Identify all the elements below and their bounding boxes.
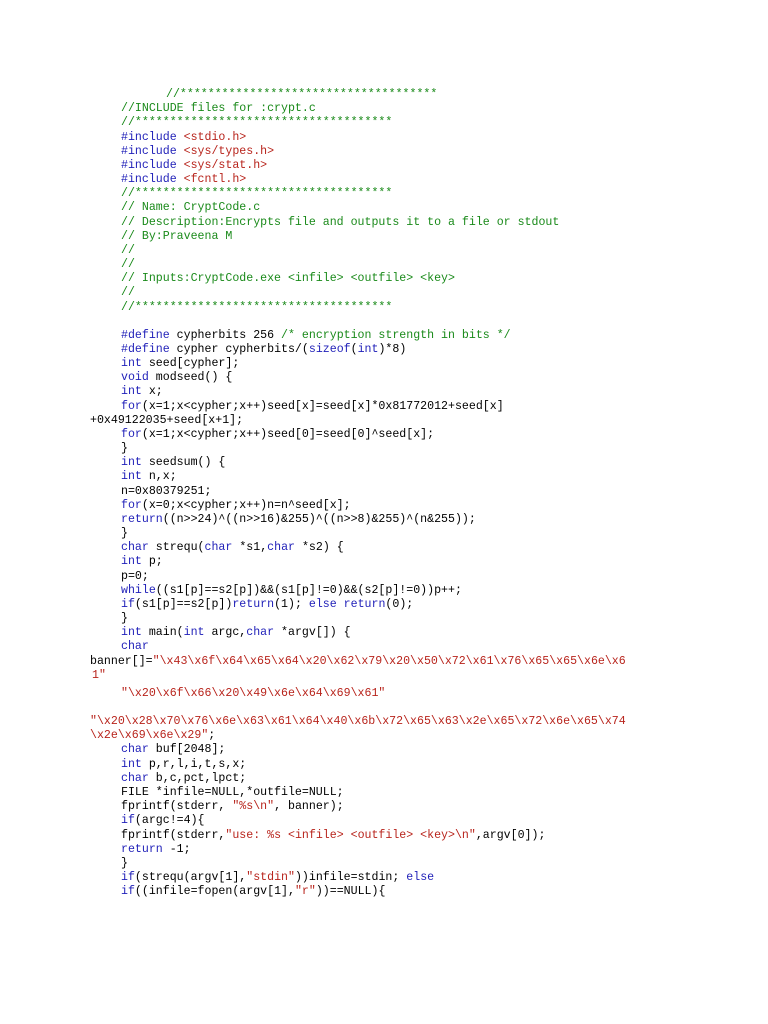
code-line [121,814,205,828]
code-token: (0); [385,597,414,611]
code-token: char [121,743,149,757]
code-token: n=0x80379251; [121,484,212,498]
code-token: int [121,555,142,569]
code-line [121,301,392,315]
code-line [121,272,455,286]
code-line [121,499,351,513]
code-token: // Inputs:CryptCode.exe <infile> <outfile> <key> [121,272,455,286]
code-line [121,527,128,541]
code-token: fprintf(stderr, [121,800,233,814]
code-line [121,786,344,800]
code-line [121,485,211,499]
code-token: ,argv[0]); [475,828,546,842]
code-token: "\x20\x6f\x66\x20\x49\x6e\x64\x69\x61" [121,686,386,700]
code-token: //INCLUDE files for :crypt.c [121,102,316,116]
code-line [121,343,406,357]
code-token: //************************************* [121,187,393,201]
code-line [90,655,626,669]
code-token: fprintf(stderr, [121,828,226,842]
code-token: /* encryption strength in bits */ [281,328,511,342]
code-token: //************************************* [121,300,393,314]
code-line [121,456,225,470]
code-line [121,829,545,843]
code-token: +0x49122035+seed[x+1]; [90,413,244,427]
code-token: p=0; [121,569,149,583]
code-token: (x=1;x<cypher;x++)seed[0]=seed[0]^seed[x]; [141,427,435,441]
code-line [121,626,351,640]
code-line [121,800,344,814]
code-token: "\x43\x6f\x64\x65\x64\x20\x62\x79\x20\x50\x72\x61\x76\x65\x65\x6e\x6 [152,654,626,668]
code-token: for [121,399,142,413]
code-token: ((n>>24)^((n>>16)&255)^((n>>8)&255)^(n&255)); [162,512,476,526]
code-token: } [121,442,128,456]
code-token: sizeof [308,342,351,356]
code-line [121,230,232,244]
code-token: cypherbits 256 [169,328,282,342]
code-token: int [121,757,142,771]
code-token: // [121,243,135,257]
code-token: char [246,626,275,640]
code-token: #include [121,158,184,172]
code-token: int [121,385,142,399]
code-token: p; [141,555,163,569]
code-line [90,729,215,743]
code-line [121,598,413,612]
code-token: if [121,885,135,899]
code-line [121,286,135,300]
code-token: } [121,856,128,870]
code-line [90,414,243,428]
code-token: seed[cypher]; [141,357,240,371]
code-token: int [183,626,205,640]
code-token: (s1[p]==s2[p]) [134,597,233,611]
code-line [121,131,246,145]
code-token: void [121,371,149,385]
code-token: return [232,597,275,611]
code-token: (strequ(argv[1], [134,871,247,884]
code-token: modseed() { [148,371,233,385]
code-token: n,x; [141,470,177,484]
code-line [121,470,177,484]
code-token: strequ( [148,541,205,555]
code-token: } [121,612,128,626]
code-token: if [121,814,135,828]
code-token: else return [308,597,386,611]
code-token: char [121,771,149,785]
code-line [121,116,392,130]
code-line [92,669,106,683]
code-token: )*8) [378,342,407,356]
code-token: // By:Praveena M [121,229,233,243]
code-token: (x=1;x<cypher;x++)seed[x]=seed[x]*0x81772012+seed[x] [141,399,504,413]
code-token: <sys/stat.h> [183,158,268,172]
code-token: "r" [294,885,316,899]
code-token: <fcntl.h> [183,173,247,187]
code-token: #include [121,130,184,144]
code-token: int [121,357,142,371]
code-token: *s2) { [295,541,344,555]
code-token: (argc!=4){ [134,814,205,828]
code-token: int [121,470,142,484]
code-token: , banner); [274,800,344,814]
code-token: return [121,842,163,856]
code-line [121,885,385,899]
code-token: // Name: CryptCode.c [121,201,261,215]
code-line [121,687,385,701]
code-line [121,371,232,385]
code-token: 1" [92,668,106,682]
code-line [121,772,246,786]
code-token: //************************************* [166,88,438,101]
code-token: "\x20\x28\x70\x76\x6e\x63\x61\x64\x40\x6b\x72\x65\x63\x2e\x65\x72\x6e\x65\x74 [90,715,626,729]
code-token: int [357,342,379,356]
code-token: (x=0;x<cypher;x++)n=n^seed[x]; [141,498,351,512]
code-token: return [121,512,163,526]
code-token: #define [121,328,170,342]
code-token: buf[2048]; [148,743,226,757]
code-token: -1; [162,842,191,856]
code-token: #include [121,173,184,187]
code-line [121,385,163,399]
code-token: // [121,258,135,272]
code-line [121,216,559,230]
code-line [121,612,128,626]
code-token: // [121,286,135,300]
code-line [121,357,239,371]
code-token: for [121,427,142,441]
code-line [121,758,246,772]
code-token: if [121,597,135,611]
code-line [121,329,511,343]
code-token: char [121,541,149,555]
code-token: <sys/types.h> [183,144,275,158]
code-token: #define [121,342,170,356]
code-token: char [267,541,295,555]
code-token: int [121,456,142,470]
code-token: ( [350,342,358,356]
code-token: *s1, [232,541,268,555]
code-line [121,102,316,116]
code-token: cypher cypherbits/( [169,342,309,356]
code-line [121,145,274,159]
code-line [121,513,476,527]
code-token: } [121,527,128,541]
code-token: while [121,583,156,597]
code-line [121,640,149,654]
code-token: char [204,541,233,555]
code-token: ))infile=stdin; [294,871,407,884]
code-token: (1); [274,597,309,611]
code-token: p,r,l,i,t,s,x; [141,757,247,771]
code-line [121,843,191,857]
code-line [166,88,437,102]
code-line [121,173,246,187]
code-line [121,584,462,598]
code-token: b,c,pct,lpct; [148,771,247,785]
code-token: ((s1[p]==s2[p])&&(s1[p]!=0)&&(s2[p]!=0))p++; [155,583,462,597]
code-token: #include [121,144,184,158]
code-token: main( [141,626,184,640]
code-line [121,442,128,456]
code-line [121,258,135,272]
code-line [121,743,225,757]
code-token: \x2e\x69\x6e\x29" [90,729,209,743]
code-line [121,428,434,442]
code-token: ((infile=fopen(argv[1], [134,885,295,899]
code-line [121,244,135,258]
code-token: banner[]= [90,654,153,668]
code-line [121,159,267,173]
code-token: "stdin" [246,871,295,884]
code-token: "use: %s <infile> <outfile> <key>\n" [225,828,476,842]
code-line [121,857,128,871]
code-token: for [121,498,142,512]
code-token: if [121,871,135,884]
code-token: char [121,640,149,654]
code-token: int [121,626,142,640]
code-token: else [406,871,435,884]
code-token: argc, [204,626,247,640]
code-token: seedsum() { [141,456,226,470]
code-token: ))==NULL){ [315,885,386,899]
code-token: *argv[]) { [274,626,351,640]
code-line [121,541,344,555]
code-line [121,871,434,885]
code-token: ; [208,729,216,743]
code-line [90,715,626,729]
code-token: "%s\n" [232,800,275,814]
code-token: x; [141,385,163,399]
code-line [121,400,504,414]
code-token: FILE *infile=NULL,*outfile=NULL; [121,785,344,799]
code-token: <stdio.h> [183,130,247,144]
code-token: //************************************* [121,116,393,130]
code-line [121,201,260,215]
code-token: // Description:Encrypts file and outputs it to a file or stdout [121,215,560,229]
code-line [121,187,392,201]
code-line [121,570,149,584]
code-line [121,555,163,569]
